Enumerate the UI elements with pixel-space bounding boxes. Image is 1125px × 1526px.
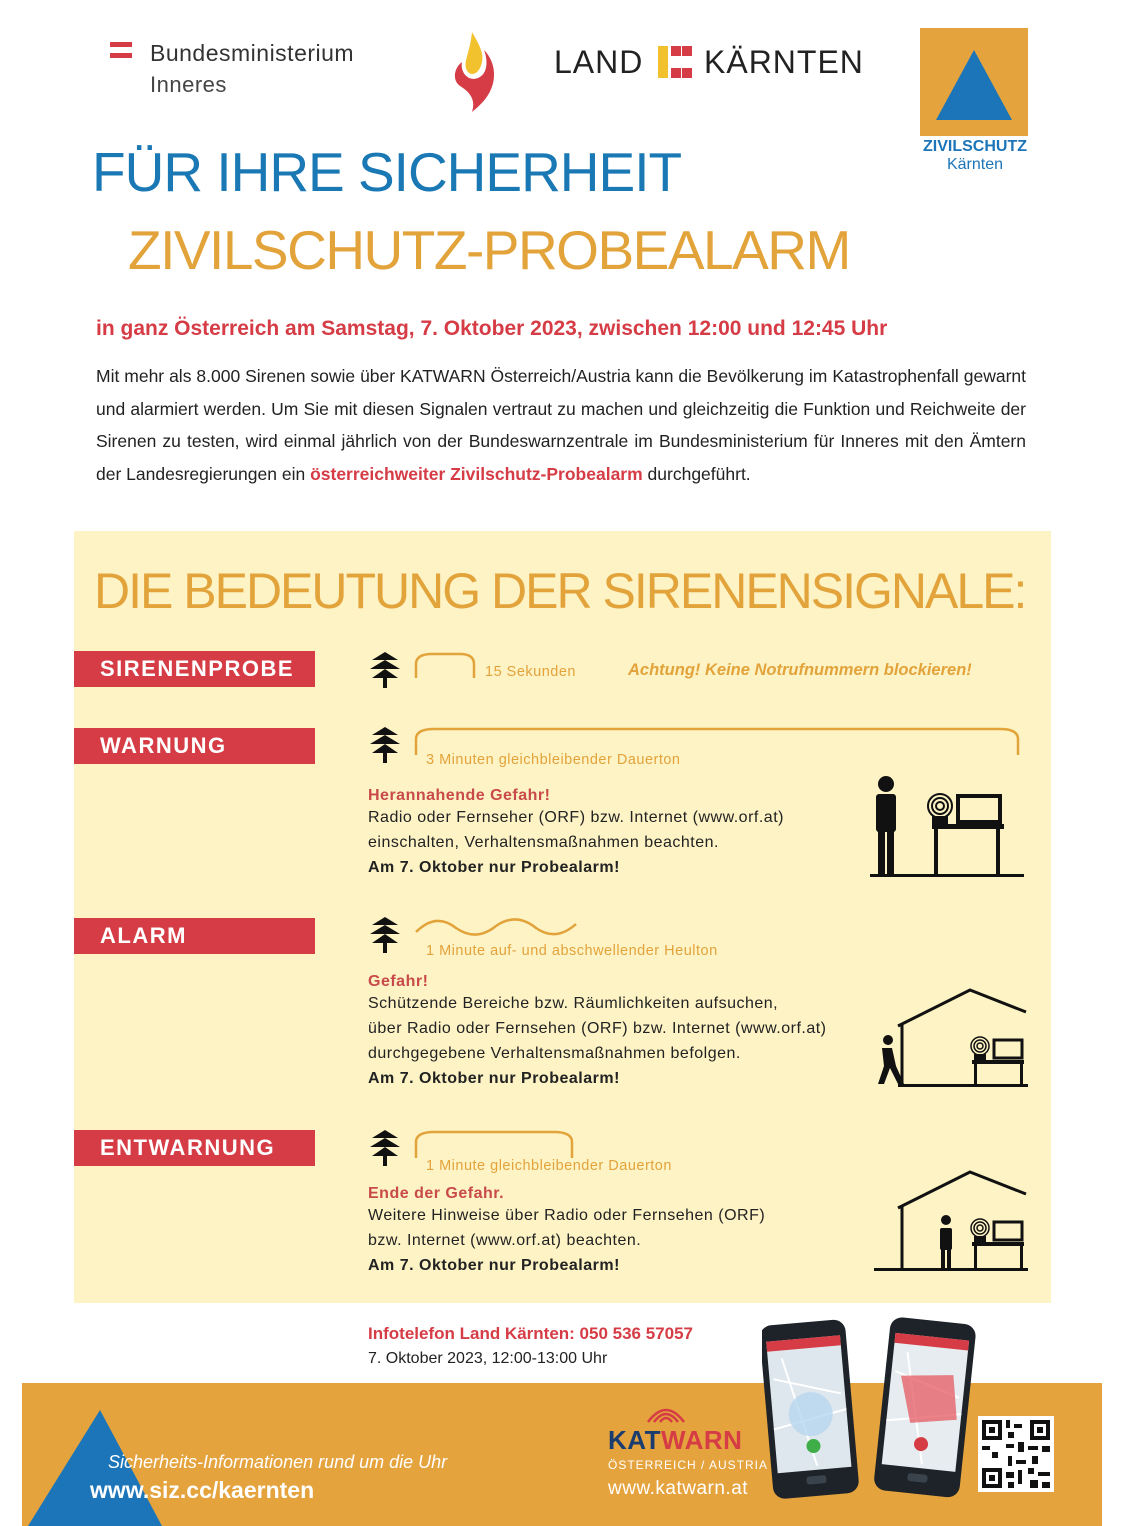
- signal-heading: Gefahr!: [368, 973, 429, 990]
- signal-test-note: Am 7. Oktober nur Probealarm!: [368, 859, 620, 876]
- signal-duration-warnung: 3 Minuten gleichbleibender Dauerton: [426, 752, 681, 768]
- smartphones-image: [762, 1316, 978, 1502]
- signal-line: durchgegebene Verhaltensmaßnahmen befolgen.: [368, 1045, 741, 1062]
- bmi-subtitle: Inneres: [150, 72, 227, 97]
- signal-line: bzw. Internet (www.orf.at) beachten.: [368, 1232, 642, 1249]
- signal-line: Radio oder Fernseher (ORF) bzw. Internet (www.orf.at): [368, 809, 784, 826]
- infotelefon-line: Infotelefon Land Kärnten: 050 536 57057: [368, 1324, 693, 1343]
- footer-tagline: Sicherheits-Informationen rund um die Uhr: [108, 1452, 448, 1472]
- signal-test-note: Am 7. Oktober nur Probealarm!: [368, 1070, 620, 1087]
- land-label: LAND: [554, 44, 644, 80]
- katwarn-logo-b: WARN: [661, 1425, 743, 1455]
- katwarn-signal-icon: [638, 1396, 694, 1426]
- katwarn-logo-a: KAT: [608, 1425, 662, 1455]
- siren-icon: [368, 915, 402, 955]
- footer-url[interactable]: www.siz.cc/kaernten: [90, 1477, 315, 1503]
- siren-icon: [368, 1128, 402, 1168]
- signal-curve-short: [412, 650, 482, 680]
- signal-text-warnung: [368, 787, 784, 880]
- signal-curve-medium: [412, 1128, 578, 1160]
- siren-icon: [368, 725, 402, 765]
- signal-duration-sirenenprobe: 15 Sekunden: [485, 664, 576, 680]
- signal-line: Schützende Bereiche bzw. Räumlichkeiten aufsuchen,: [368, 995, 779, 1012]
- zivilschutz-label: [910, 138, 1040, 174]
- signal-curve-wave: [414, 912, 580, 942]
- katwarn-url[interactable]: www.katwarn.at: [608, 1478, 749, 1499]
- signal-heading: Ende der Gefahr.: [368, 1185, 505, 1202]
- signal-line: Weitere Hinweise über Radio oder Fernsehen (ORF): [368, 1207, 766, 1224]
- person-entering-house-icon: [874, 986, 1030, 1090]
- signal-line: über Radio oder Fernsehen (ORF) bzw. Internet (www.orf.at): [368, 1020, 827, 1037]
- date-subline: in ganz Österreich am Samstag, 7. Oktober 2023, zwischen 12:00 und 12:45 Uhr: [96, 317, 888, 340]
- signal-badge-alarm: ALARM: [74, 918, 315, 954]
- intro-text: Mit mehr als 8.000 Sirenen sowie über KATWARN Österreich/Austria kann die Bevölkerung im Katastrophenfall gewarnt und alarmiert werden. Um Sie mit diesen Signalen vertraut zu machen und gleichzeitig die Funktion und Reichweite der Sirenen zu testen, wird einmal jährlich von der Bundeswarnzentrale im Bundesministerium für Inneres mit den Ämtern der Landesregierungen ein: [96, 366, 1026, 484]
- person-radio-tv-icon: [870, 774, 1028, 880]
- signals-title: DIE BEDEUTUNG DER SIRENENSIGNALE:: [94, 563, 1026, 619]
- austria-flag-icon: [110, 42, 132, 58]
- signal-duration-entwarnung: 1 Minute gleichbleibender Dauerton: [426, 1158, 672, 1174]
- person-in-house-icon: [874, 1168, 1030, 1276]
- flyer-page: [22, 0, 1102, 1526]
- intro-highlight: österreichweiter Zivilschutz-Probealarm: [310, 463, 643, 484]
- kaernten-coat-icon: [658, 46, 694, 78]
- signal-text-alarm: [368, 973, 827, 1091]
- signal-duration-alarm: 1 Minute auf- und abschwellender Heulton: [426, 943, 718, 959]
- qr-code-icon[interactable]: [978, 1416, 1054, 1492]
- intro-paragraph: [96, 360, 1026, 490]
- signal-heading: Herannahende Gefahr!: [368, 787, 551, 804]
- katwarn-subtitle: ÖSTERREICH / AUSTRIA: [608, 1458, 769, 1472]
- main-title: FÜR IHRE SICHERHEIT: [92, 141, 682, 203]
- zivilschutz-region: Kärnten: [946, 156, 1004, 173]
- main-subtitle: ZIVILSCHUTZ-PROBEALARM: [128, 219, 850, 281]
- signal-line: einschalten, Verhaltensmaßnahmen beachten.: [368, 834, 719, 851]
- signal-test-note: Am 7. Oktober nur Probealarm!: [368, 1257, 620, 1274]
- signal-note: Achtung! Keine Notrufnummern blockieren!: [628, 661, 972, 679]
- katwarn-logo: [608, 1425, 742, 1456]
- signal-text-entwarnung: [368, 1185, 765, 1278]
- zivilschutz-logo-icon: [920, 28, 1028, 136]
- bmi-title: Bundesministerium: [150, 40, 355, 66]
- signal-badge-sirenenprobe: SIRENENPROBE: [74, 651, 315, 687]
- siren-icon: [368, 650, 402, 690]
- intro-after: durchgeführt.: [642, 463, 751, 484]
- signal-badge-warnung: WARNUNG: [74, 728, 315, 764]
- kaernten-label: KÄRNTEN: [704, 44, 864, 80]
- infotelefon-hours: 7. Oktober 2023, 12:00-13:00 Uhr: [368, 1350, 608, 1367]
- signal-badge-entwarnung: ENTWARNUNG: [74, 1130, 315, 1166]
- zivilschutz-name: ZIVILSCHUTZ: [923, 138, 1027, 155]
- flame-logo-icon: [450, 28, 502, 114]
